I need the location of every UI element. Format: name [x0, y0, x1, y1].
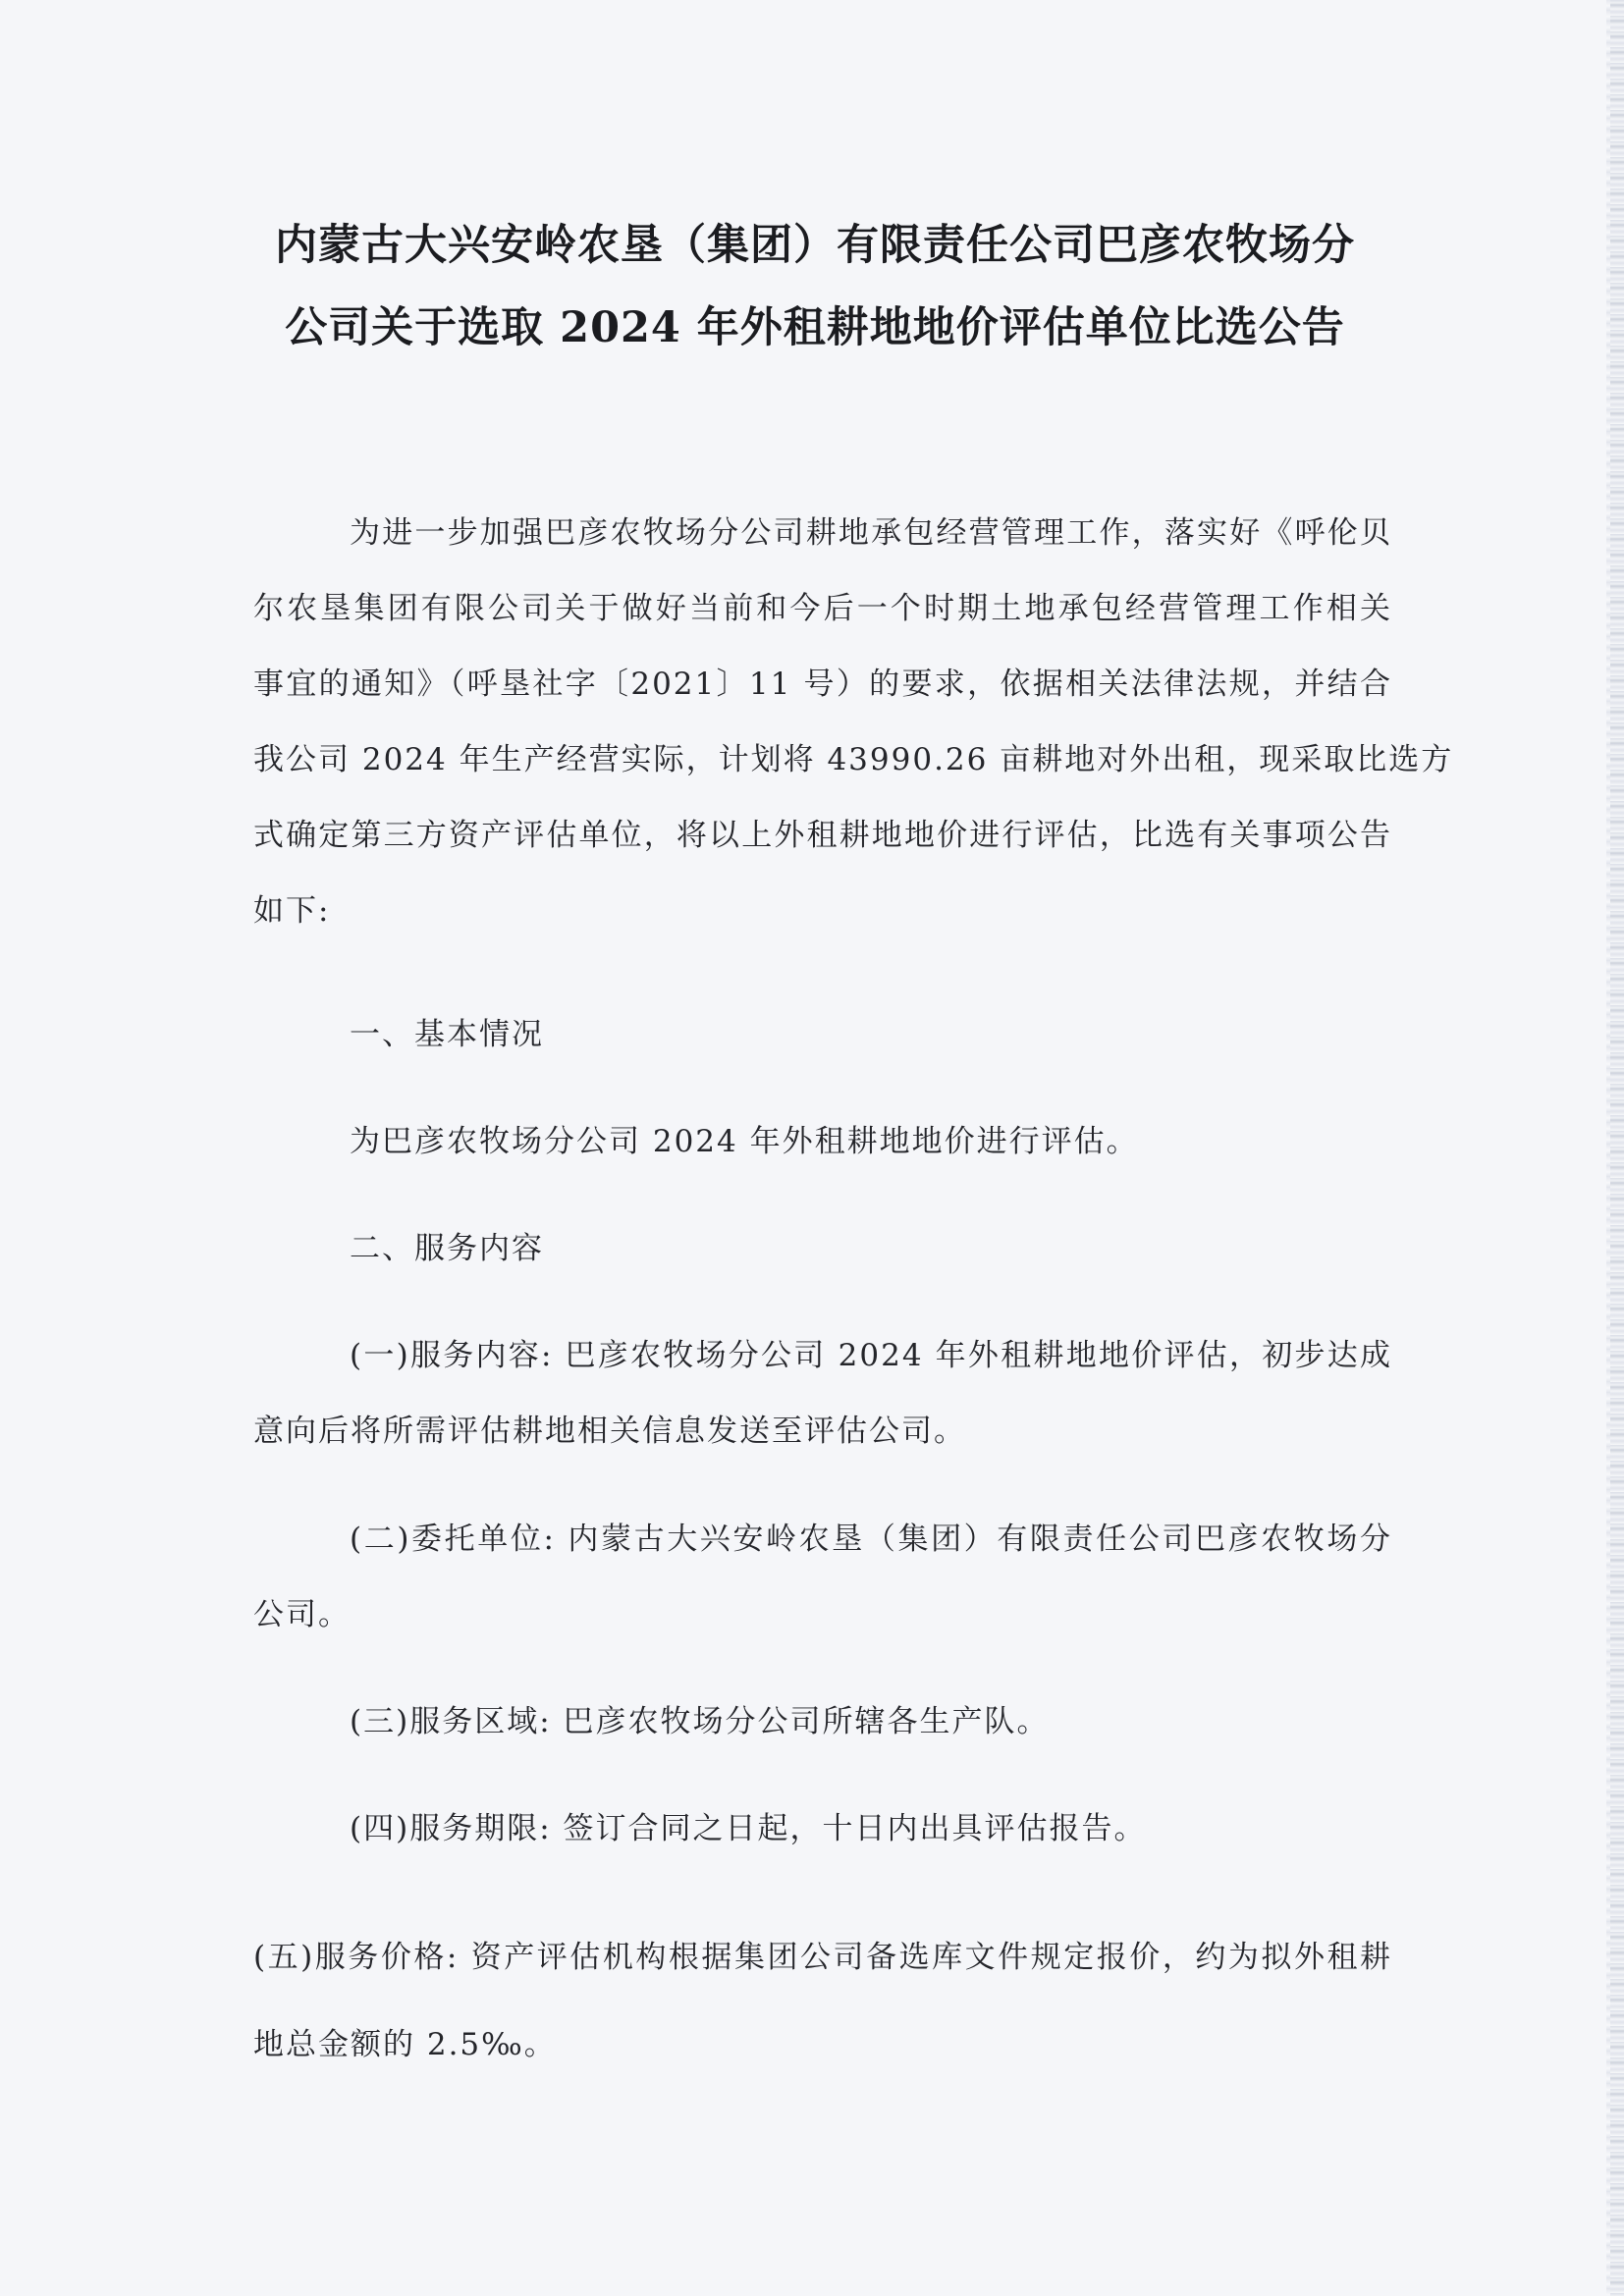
section-2-heading: 二、服务内容: [350, 1231, 544, 1266]
intro-line: 事宜的通知》（呼垦社字〔2021〕11 号）的要求，依据相关法律法规，并结合: [253, 667, 1392, 702]
service-item-2-line-2: 公司。: [253, 1597, 351, 1632]
document-title: [226, 204, 1404, 369]
scanner-edge-artifact: [1610, 0, 1624, 2296]
section-1-heading: 一、基本情况: [350, 1017, 544, 1052]
service-item-1-line-1: (一)服务内容: 巴彦农牧场分公司 2024 年外租耕地地价评估，初步达成: [350, 1338, 1392, 1373]
section-1-text: 为巴彦农牧场分公司 2024 年外租耕地地价进行评估。: [350, 1124, 1139, 1159]
title-line-1: 内蒙古大兴安岭农垦（集团）有限责任公司巴彦农牧场分: [275, 221, 1355, 270]
title-line-2: 公司关于选取 2024 年外租耕地地价评估单位比选公告: [285, 303, 1345, 352]
service-item-1-line-2: 意向后将所需评估耕地相关信息发送至评估公司。: [253, 1414, 966, 1449]
service-item-5-line-1: (五)服务价格: 资产评估机构根据集团公司备选库文件规定报价，约为拟外租耕: [253, 1940, 1392, 1975]
intro-line: 尔农垦集团有限公司关于做好当前和今后一个时期土地承包经营管理工作相关: [253, 591, 1392, 626]
intro-line: 式确定第三方资产评估单位，将以上外租耕地地价进行评估，比选有关事项公告: [253, 818, 1392, 853]
service-item-2: [253, 1502, 1392, 1653]
intro-line: 我公司 2024 年生产经营实际，计划将 43990.26 亩耕地对外出租，现采取比选方: [253, 742, 1454, 777]
service-item-5-line-2: 地总金额的 2.5‰。: [253, 2027, 557, 2062]
intro-paragraph: [253, 496, 1454, 949]
intro-line: 如下:: [253, 893, 331, 929]
service-item-3: (三)服务区域: 巴彦农牧场分公司所辖各生产队。: [350, 1704, 1050, 1739]
service-item-2-line-1: (二)委托单位: 内蒙古大兴安岭农垦（集团）有限责任公司巴彦农牧场分: [350, 1522, 1392, 1557]
intro-line: 为进一步加强巴彦农牧场分公司耕地承包经营管理工作，落实好《呼伦贝: [350, 515, 1392, 551]
service-item-4: (四)服务期限: 签订合同之日起，十日内出具评估报告。: [350, 1811, 1147, 1846]
scanner-edge-artifact-inner: [1606, 0, 1610, 2296]
service-item-1: [253, 1318, 1392, 1469]
service-item-5: [253, 1920, 1392, 2083]
